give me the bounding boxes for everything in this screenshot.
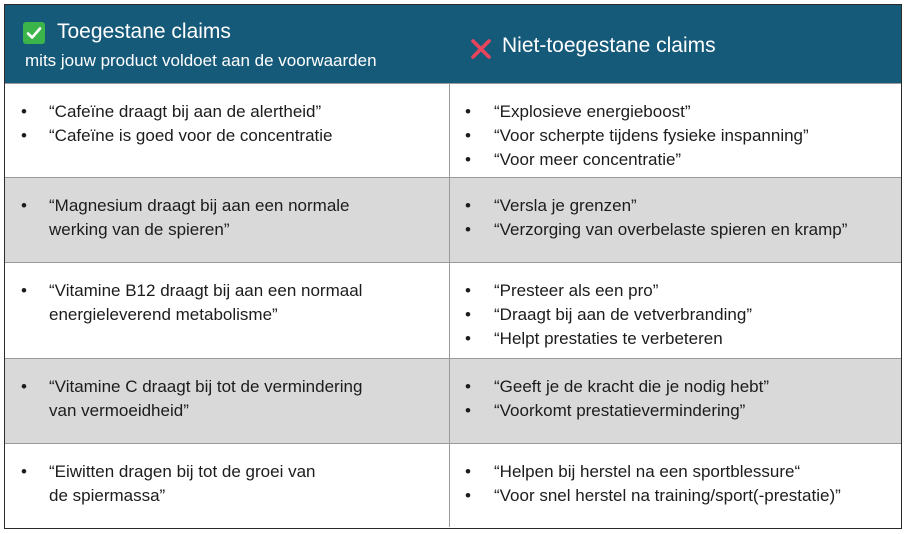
claim-text: “Voor snel herstel na training/sport(-prestatie)” xyxy=(494,486,841,505)
claim-text: “Versla je grenzen” xyxy=(494,196,637,215)
not-allowed-title: Niet-toegestane claims xyxy=(502,34,716,57)
allowed-subtitle: mits jouw product voldoet aan de voorwaarden xyxy=(25,51,377,70)
header-allowed xyxy=(5,5,449,83)
claim-text: “Cafeïne draagt bij aan de alertheid” xyxy=(49,102,322,121)
claim-text: “Presteer als een pro” xyxy=(494,281,659,300)
claim-text: energieleverend metabolisme” xyxy=(49,305,278,324)
cross-icon xyxy=(469,37,493,61)
bullet: • xyxy=(21,126,27,145)
bullet: • xyxy=(465,377,471,396)
bullet: • xyxy=(465,329,471,348)
bullet: • xyxy=(465,486,471,505)
bullet: • xyxy=(465,150,471,169)
table-row xyxy=(5,358,901,443)
bullet: • xyxy=(465,196,471,215)
table-row xyxy=(5,443,901,527)
claim-text: “Magnesium draagt bij aan een normale xyxy=(49,196,350,215)
claim-text: “Eiwitten dragen bij tot de groei van xyxy=(49,462,316,481)
claim-text: de spiermassa” xyxy=(49,486,166,505)
bullet: • xyxy=(465,102,471,121)
header-not-allowed xyxy=(449,5,900,83)
bullet: • xyxy=(465,281,471,300)
table-row xyxy=(5,262,901,358)
not-allowed-claims-cell xyxy=(450,178,900,263)
table-row xyxy=(5,177,901,262)
bullet: • xyxy=(21,281,27,300)
check-mark-icon xyxy=(23,22,45,44)
bullet: • xyxy=(465,462,471,481)
claim-text: “Voor meer concentratie” xyxy=(494,150,682,169)
bullet: • xyxy=(21,462,27,481)
claim-text: “Voor scherpte tijdens fysieke inspanning” xyxy=(494,126,809,145)
bullet: • xyxy=(21,102,27,121)
bullet: • xyxy=(465,126,471,145)
claim-text: “Vitamine B12 draagt bij aan een normaal xyxy=(49,281,363,300)
bullet: • xyxy=(465,220,471,239)
allowed-claims-cell xyxy=(5,444,449,528)
allowed-claims-cell xyxy=(5,359,449,444)
claim-text: “Cafeïne is goed voor de concentratie xyxy=(49,126,333,145)
claim-text: werking van de spieren” xyxy=(49,220,230,239)
claims-table xyxy=(4,4,902,529)
allowed-claims-cell xyxy=(5,84,449,178)
allowed-claims-cell xyxy=(5,178,449,263)
table-header xyxy=(5,5,901,83)
claim-text: van vermoeidheid” xyxy=(49,401,189,420)
claim-text: “Draagt bij aan de vetverbranding” xyxy=(494,305,752,324)
claim-text: “Vitamine C draagt bij tot de vermindering xyxy=(49,377,363,396)
bullet: • xyxy=(465,401,471,420)
allowed-claims-cell xyxy=(5,263,449,359)
allowed-title: Toegestane claims xyxy=(57,20,231,43)
claim-text: “Explosieve energieboost” xyxy=(494,102,691,121)
claim-text: “Voorkomt prestatievermindering” xyxy=(494,401,746,420)
bullet: • xyxy=(21,377,27,396)
claim-text: “Verzorging van overbelaste spieren en kramp” xyxy=(494,220,848,239)
claim-text: “Helpt prestaties te verbeteren xyxy=(494,329,723,348)
not-allowed-claims-cell xyxy=(450,444,900,528)
table-row xyxy=(5,83,901,177)
not-allowed-claims-cell xyxy=(450,263,900,359)
not-allowed-claims-cell xyxy=(450,359,900,444)
bullet: • xyxy=(465,305,471,324)
claim-text: “Helpen bij herstel na een sportblessure“ xyxy=(494,462,801,481)
not-allowed-claims-cell xyxy=(450,84,900,178)
claim-text: “Geeft je de kracht die je nodig hebt” xyxy=(494,377,769,396)
bullet: • xyxy=(21,196,27,215)
